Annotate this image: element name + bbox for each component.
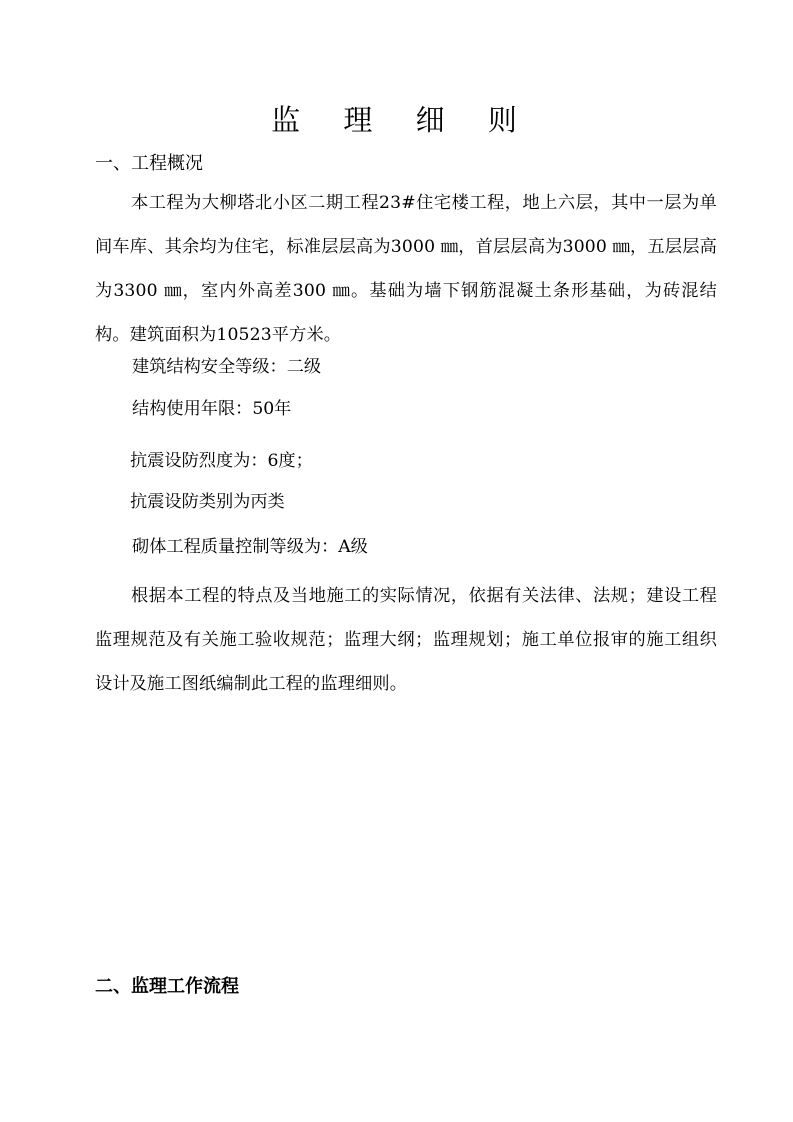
structure-safety-grade: 建筑结构安全等级：二级 — [132, 357, 322, 377]
document-title: 监 理 细 则 — [271, 103, 534, 137]
section-heading-workflow: 二、监理工作流程 — [95, 976, 239, 997]
masonry-quality-grade: 砌体工程质量控制等级为：A级 — [132, 537, 368, 557]
seismic-category: 抗震设防类别为丙类 — [130, 492, 285, 512]
structure-service-life: 结构使用年限：50年 — [132, 399, 292, 419]
project-overview-paragraph: 本工程为大柳塔北小区二期工程23#住宅楼工程，地上六层，其中一层为单间车库、其余均为住宅，标准层层高为3000 ㎜，首层层高为3000 ㎜，五层层高为3300 ㎜，室内外高差300 ㎜。基础为墙下钢筋混凝土条形基础，为砖混结构。建筑面积为10523平方米。 — [95, 193, 717, 345]
seismic-intensity: 抗震设防烈度为：6度； — [130, 451, 313, 471]
basis-paragraph: 根据本工程的特点及当地施工的实际情况，依据有关法律、法规；建设工程监理规范及有关施工验收规范；监理大纲；监理规划；施工单位报审的施工组织设计及施工图纸编制此工程的监理细则。 — [95, 586, 717, 694]
section-heading-project-overview: 一、工程概况 — [95, 153, 203, 174]
